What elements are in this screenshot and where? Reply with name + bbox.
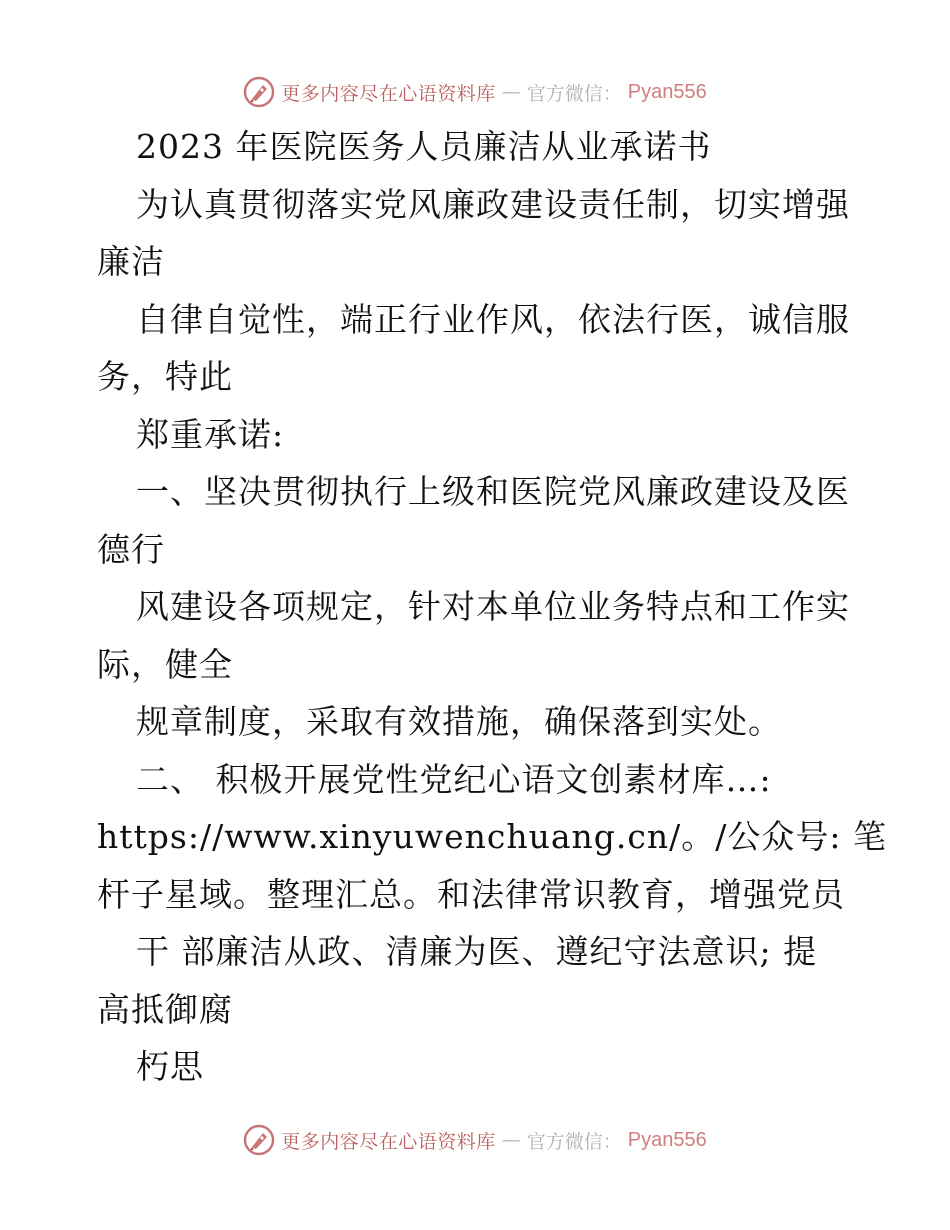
watermark-contact-id: Pyan556	[627, 1128, 707, 1151]
watermark-contact-label: 官方微信：	[526, 1130, 622, 1153]
text-line: 杆子星域。整理汇总。和法律常识教育，增强党员	[97, 874, 845, 914]
text-line: 规章制度，采取有效措施，确保落到实处。	[136, 702, 782, 741]
text-line: 高抵御腐	[97, 989, 233, 1029]
text-line-url: https://www.xinyuwenchuang.cn/。/公众号: 笔	[97, 817, 887, 856]
text-line: 郑重承诺:	[136, 414, 285, 454]
watermark-site-text: 更多内容尽在心语资料库	[281, 82, 496, 105]
text-line: 二、 积极开展党性党纪心语文创素材库…:	[136, 759, 772, 799]
text-line: 干 部廉洁从政、清廉为医、遵纪守法意识; 提	[136, 932, 818, 971]
pen-nib-logo-icon	[243, 1124, 275, 1156]
watermark-contact-id: Pyan556	[627, 80, 707, 103]
text-line: 为认真贯彻落实党风廉政建设责任制，切实增强	[136, 184, 850, 224]
document-title: 2023 年医院医务人员廉洁从业承诺书	[136, 127, 712, 166]
header-watermark	[0, 72, 950, 112]
document-body	[97, 118, 887, 1096]
text-line: 务，特此	[97, 357, 233, 396]
watermark-separator: —	[501, 1129, 521, 1151]
text-line: 朽思	[136, 1047, 204, 1086]
text-line: 一、坚决贯彻执行上级和医院党风廉政建设及医	[136, 472, 850, 511]
watermark-site-text: 更多内容尽在心语资料库	[281, 1130, 496, 1153]
watermark-contact-label: 官方微信：	[526, 82, 622, 105]
text-line: 德行	[97, 529, 165, 569]
text-line: 廉洁	[97, 242, 165, 281]
watermark-separator: —	[501, 81, 521, 103]
footer-watermark	[0, 1120, 950, 1160]
text-line: 风建设各项规定，针对本单位业务特点和工作实	[136, 587, 850, 626]
pen-nib-logo-icon	[243, 76, 275, 108]
text-line: 际，健全	[97, 644, 233, 684]
text-line: 自律自觉性，端正行业作风，依法行医，诚信服	[136, 299, 850, 339]
